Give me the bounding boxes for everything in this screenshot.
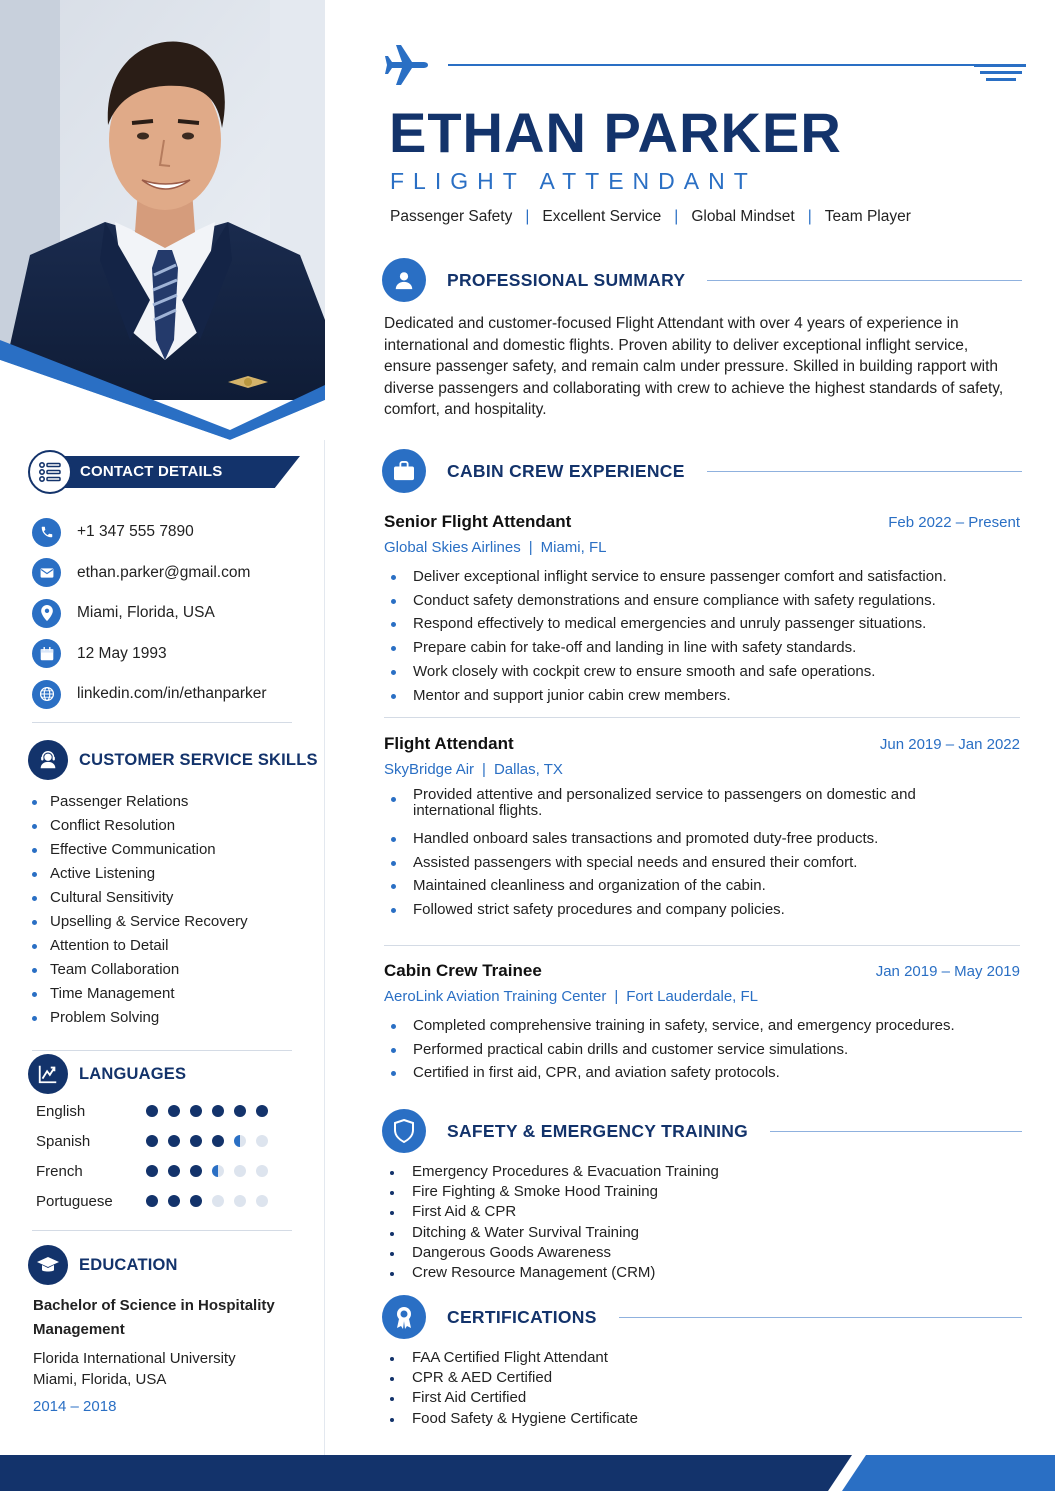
rating-dot bbox=[212, 1135, 224, 1147]
training-title: SAFETY & EMERGENCY TRAINING bbox=[447, 1120, 749, 1141]
skills-header bbox=[28, 740, 318, 780]
degree: Bachelor of Science in Hospitality Management bbox=[33, 1297, 275, 1338]
language-row bbox=[36, 1186, 276, 1216]
header-line bbox=[448, 64, 978, 66]
tag-item: Global Mindset bbox=[691, 208, 795, 225]
rating-dot bbox=[168, 1135, 180, 1147]
job-title: Senior Flight Attendant bbox=[384, 512, 572, 531]
list-item: Passenger Relations bbox=[32, 790, 248, 814]
location-icon bbox=[32, 599, 61, 628]
list-item: Completed comprehensive training in safety, service, and emergency procedures. bbox=[384, 1014, 1020, 1038]
list-item: Prepare cabin for take-off and landing in line with safety standards. bbox=[384, 636, 1020, 660]
language-name: Spanish bbox=[36, 1132, 91, 1150]
list-item: Active Listening bbox=[32, 862, 248, 886]
company-name: AeroLink Aviation Training Center bbox=[384, 988, 607, 1005]
list-item: Followed strict safety procedures and company policies. bbox=[384, 898, 944, 922]
languages-header bbox=[28, 1054, 186, 1094]
speed-lines-icon bbox=[974, 64, 1026, 89]
school: Florida International University bbox=[33, 1350, 236, 1367]
main-content bbox=[326, 0, 1055, 1455]
contact-linkedin bbox=[32, 674, 302, 715]
linkedin-link[interactable]: linkedin.com/in/ethanparker bbox=[77, 685, 267, 703]
rating-dot bbox=[234, 1195, 246, 1207]
sidebar-divider bbox=[32, 1230, 292, 1231]
contact-details-header bbox=[28, 450, 298, 494]
tag-item: Excellent Service bbox=[542, 208, 662, 225]
award-ribbon-icon bbox=[382, 1295, 426, 1339]
education-header bbox=[28, 1245, 178, 1285]
rating-dot bbox=[256, 1105, 268, 1117]
rating-dot bbox=[190, 1135, 202, 1147]
list-item: Problem Solving bbox=[32, 1006, 248, 1030]
rating-dot bbox=[256, 1165, 268, 1177]
list-item: Crew Resource Management (CRM) bbox=[384, 1263, 719, 1283]
company-separator: | bbox=[528, 539, 533, 556]
job-entry bbox=[384, 961, 1020, 1085]
tagline bbox=[390, 208, 911, 226]
education-entry bbox=[33, 1294, 293, 1415]
list-item: Ditching & Water Survival Training bbox=[384, 1223, 719, 1243]
skills-list bbox=[32, 790, 248, 1030]
list-item: CPR & AED Certified bbox=[384, 1368, 638, 1388]
tag-separator: | bbox=[674, 208, 679, 225]
tag-item: Passenger Safety bbox=[390, 208, 513, 225]
contact-email bbox=[32, 553, 302, 594]
job-dates: Jun 2019 – Jan 2022 bbox=[879, 736, 1020, 753]
tag-separator: | bbox=[807, 208, 812, 225]
language-icon bbox=[28, 1054, 68, 1094]
job-dates: Jan 2019 – May 2019 bbox=[875, 963, 1020, 980]
job-header bbox=[384, 512, 1020, 532]
job-company-line bbox=[384, 539, 1020, 556]
job-company-line bbox=[384, 761, 1020, 778]
footer-band bbox=[0, 1455, 1055, 1491]
sidebar-divider bbox=[32, 722, 292, 723]
job-divider bbox=[384, 717, 1020, 718]
list-item: Respond effectively to medical emergencies and unruly passenger situations. bbox=[384, 612, 1020, 636]
training-list bbox=[384, 1162, 719, 1283]
certifications-header bbox=[382, 1295, 1022, 1339]
list-item: Upselling & Service Recovery bbox=[32, 910, 248, 934]
language-rating bbox=[146, 1165, 268, 1177]
job-company-line bbox=[384, 988, 1020, 1005]
job-bullets bbox=[384, 565, 1020, 707]
rating-dot bbox=[212, 1195, 224, 1207]
contact-location bbox=[32, 593, 302, 634]
section-line bbox=[619, 1317, 1022, 1318]
rating-dot bbox=[190, 1165, 202, 1177]
training-header bbox=[382, 1109, 1022, 1153]
skills-title: CUSTOMER SERVICE SKILLS bbox=[79, 750, 318, 769]
language-rating bbox=[146, 1135, 268, 1147]
email-text: ethan.parker@gmail.com bbox=[77, 563, 251, 581]
school-location: Miami, Florida, USA bbox=[33, 1371, 167, 1388]
list-item: First Aid & CPR bbox=[384, 1202, 719, 1222]
list-item: Emergency Procedures & Evacuation Training bbox=[384, 1162, 719, 1182]
rating-dot bbox=[168, 1105, 180, 1117]
phone-icon bbox=[32, 518, 61, 547]
section-line bbox=[770, 1131, 1022, 1132]
phone-text: +1 347 555 7890 bbox=[77, 523, 194, 541]
job-title: Flight Attendant bbox=[384, 734, 514, 753]
list-item: Deliver exceptional inflight service to ensure passenger comfort and satisfaction. bbox=[384, 565, 1020, 589]
list-item: Dangerous Goods Awareness bbox=[384, 1243, 719, 1263]
candidate-role: FLIGHT ATTENDANT bbox=[390, 168, 757, 194]
language-row bbox=[36, 1096, 276, 1126]
sidebar-divider bbox=[32, 1050, 292, 1051]
globe-icon bbox=[32, 680, 61, 709]
company-location: Fort Lauderdale, FL bbox=[626, 988, 759, 1005]
person-icon bbox=[382, 258, 426, 302]
experience-header bbox=[382, 449, 1022, 493]
rating-dot bbox=[168, 1195, 180, 1207]
list-item: Performed practical cabin drills and customer service simulations. bbox=[384, 1038, 1020, 1062]
candidate-name: ETHAN PARKER bbox=[389, 101, 842, 164]
certifications-list bbox=[384, 1348, 638, 1429]
shield-icon bbox=[382, 1109, 426, 1153]
summary-text: Dedicated and customer-focused Flight Attendant with over 4 years of experience in international and domestic flights. Proven ability to deliver exceptional inflight service, ensure passenger safety, and remain calm under pressure. Skilled in building rapport with diverse passengers and collaborating with crew to achieve the highest standards of safety, comfort, and hospitality. bbox=[384, 315, 1004, 419]
company-location: Miami, FL bbox=[540, 539, 607, 556]
rating-dot bbox=[146, 1105, 158, 1117]
language-row bbox=[36, 1126, 276, 1156]
languages-list bbox=[36, 1096, 276, 1216]
company-separator: | bbox=[614, 988, 619, 1005]
list-item: Food Safety & Hygiene Certificate bbox=[384, 1409, 638, 1429]
job-header bbox=[384, 961, 1020, 981]
list-item: Fire Fighting & Smoke Hood Training bbox=[384, 1182, 719, 1202]
rating-dot bbox=[190, 1105, 202, 1117]
section-line bbox=[707, 280, 1022, 281]
job-entry bbox=[384, 734, 1020, 922]
job-bullets bbox=[384, 787, 944, 922]
list-item: Effective Communication bbox=[32, 838, 248, 862]
company-name: Global Skies Airlines bbox=[384, 539, 521, 556]
list-item: Mentor and support junior cabin crew members. bbox=[384, 684, 1020, 708]
list-item: Time Management bbox=[32, 982, 248, 1006]
list-item: Certified in first aid, CPR, and aviation safety protocols. bbox=[384, 1061, 1020, 1085]
list-item: Work closely with cockpit crew to ensure smooth and safe operations. bbox=[384, 660, 1020, 684]
job-header bbox=[384, 734, 1020, 754]
rating-dot bbox=[168, 1165, 180, 1177]
rating-dot bbox=[234, 1135, 246, 1147]
company-name: SkyBridge Air bbox=[384, 761, 475, 778]
list-item: FAA Certified Flight Attendant bbox=[384, 1348, 638, 1368]
sidebar bbox=[0, 0, 325, 1455]
location-text: Miami, Florida, USA bbox=[77, 604, 215, 622]
support-person-icon bbox=[28, 740, 68, 780]
list-item: First Aid Certified bbox=[384, 1388, 638, 1408]
email-icon bbox=[32, 558, 61, 587]
list-item: Attention to Detail bbox=[32, 934, 248, 958]
contact-birthdate bbox=[32, 634, 302, 675]
list-item: Team Collaboration bbox=[32, 958, 248, 982]
section-line bbox=[707, 471, 1022, 472]
education-title: EDUCATION bbox=[79, 1255, 178, 1274]
language-name: French bbox=[36, 1162, 83, 1180]
profile-photo bbox=[0, 0, 325, 440]
language-name: Portuguese bbox=[36, 1192, 113, 1210]
summary-header bbox=[382, 258, 1022, 302]
list-item: Cultural Sensitivity bbox=[32, 886, 248, 910]
language-rating bbox=[146, 1195, 268, 1207]
job-divider bbox=[384, 945, 1020, 946]
summary-title: PROFESSIONAL SUMMARY bbox=[447, 269, 686, 290]
company-location: Dallas, TX bbox=[493, 761, 563, 778]
job-dates: Feb 2022 – Present bbox=[888, 514, 1020, 531]
rating-dot bbox=[146, 1135, 158, 1147]
briefcase-icon bbox=[382, 449, 426, 493]
rating-dot bbox=[146, 1195, 158, 1207]
list-item: Assisted passengers with special needs and ensured their comfort. bbox=[384, 851, 944, 875]
language-rating bbox=[146, 1105, 268, 1117]
tag-item: Team Player bbox=[824, 208, 911, 225]
job-bullets bbox=[384, 1014, 1020, 1085]
list-item: Conduct safety demonstrations and ensure compliance with safety regulations. bbox=[384, 589, 1020, 613]
airplane-icon bbox=[384, 42, 430, 93]
language-row bbox=[36, 1156, 276, 1186]
contact-phone bbox=[32, 512, 302, 553]
experience-title: CABIN CREW EXPERIENCE bbox=[447, 460, 685, 481]
list-item: Provided attentive and personalized service to passengers on domestic and international flights. bbox=[384, 787, 944, 819]
tag-separator: | bbox=[525, 208, 530, 225]
contact-list-icon bbox=[28, 450, 72, 494]
language-name: English bbox=[36, 1102, 86, 1120]
job-title: Cabin Crew Trainee bbox=[384, 961, 542, 980]
education-years: 2014 – 2018 bbox=[33, 1398, 117, 1415]
rating-dot bbox=[234, 1165, 246, 1177]
contact-details-title: CONTACT DETAILS bbox=[80, 463, 223, 480]
company-separator: | bbox=[482, 761, 486, 778]
birthdate-text: 12 May 1993 bbox=[77, 644, 167, 662]
rating-dot bbox=[256, 1195, 268, 1207]
rating-dot bbox=[190, 1195, 202, 1207]
list-item: Handled onboard sales transactions and promoted duty-free products. bbox=[384, 827, 944, 851]
rating-dot bbox=[212, 1105, 224, 1117]
certifications-title: CERTIFICATIONS bbox=[447, 1306, 597, 1327]
rating-dot bbox=[234, 1105, 246, 1117]
contact-list bbox=[32, 512, 302, 715]
list-item: Conflict Resolution bbox=[32, 814, 248, 838]
languages-title: LANGUAGES bbox=[79, 1064, 187, 1083]
rating-dot bbox=[146, 1165, 158, 1177]
rating-dot bbox=[256, 1135, 268, 1147]
calendar-icon bbox=[32, 639, 61, 668]
job-entry bbox=[384, 512, 1020, 707]
graduation-cap-icon bbox=[28, 1245, 68, 1285]
list-item: Maintained cleanliness and organization of the cabin. bbox=[384, 874, 944, 898]
rating-dot bbox=[212, 1165, 224, 1177]
